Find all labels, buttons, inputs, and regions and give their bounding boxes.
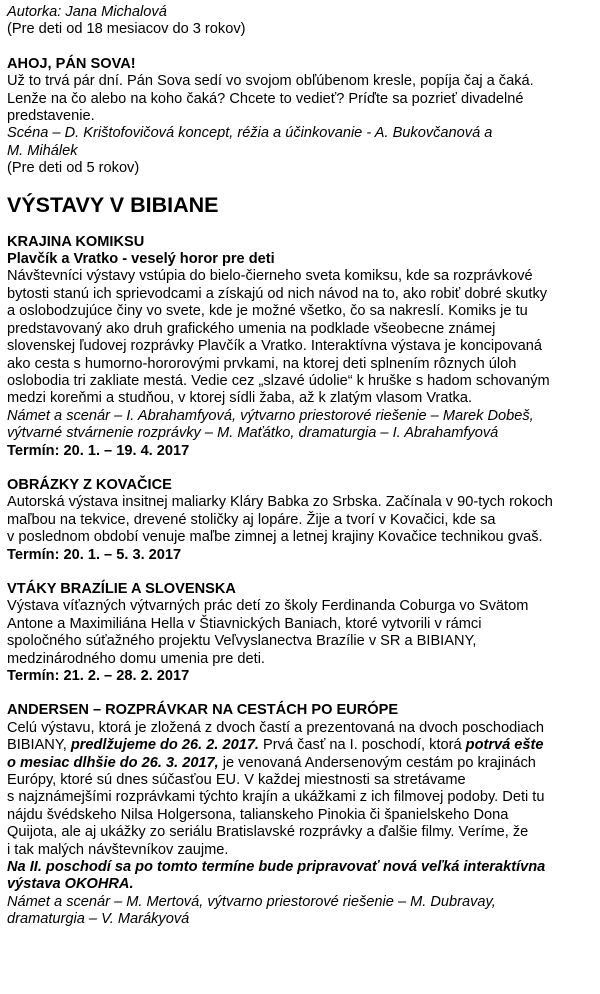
intro-author: Autorka: Jana Michalová — [7, 4, 167, 20]
komiks-credits: Námet a scenár – I. Abrahamfyová, výtvarno priestorové riešenie – Marek Dobeš, — [7, 407, 534, 424]
komiks-title: KRAJINA KOMIKSU — [7, 233, 145, 250]
page-heading: VÝSTAVY V BIBIANE — [7, 192, 219, 217]
andersen-emphasis: predlžujeme do 26. 2. 2017. — [70, 737, 259, 754]
andersen-line: Quijota, ale aj ukážky zo seriálu Bratislavské rozprávky a ďalšie filmy. Veríme, že — [7, 824, 529, 841]
andersen-line — [7, 755, 595, 772]
andersen-credits: dramaturgia – V. Marákyová — [7, 911, 190, 928]
andersen-note: výstava OKOHRA. — [7, 876, 134, 893]
sova-title: AHOJ, PÁN SOVA! — [7, 55, 136, 72]
andersen-title: ANDERSEN – ROZPRÁVKAR NA CESTÁCH PO EURÓPE — [7, 702, 399, 719]
andersen-note: Na II. poschodí sa po tomto termíne bude pripravovať nová veľká interaktívna — [7, 859, 546, 876]
komiks-line: slovenskej ľudovej rozprávky Plavčík a Vratko. Interaktívna výstava je koncipovaná — [7, 338, 543, 355]
andersen-text: je venovaná Andersenovým cestám po krajinách — [218, 754, 536, 771]
intro-age: (Pre deti od 18 mesiacov do 3 rokov) — [7, 21, 246, 38]
sova-line: Už to trvá pár dní. Pán Sova sedí vo svojom obľúbenom kresle, popíja čaj a čaká. — [7, 73, 534, 90]
sova-line: Lenže na čo alebo na koho čaká? Chcete to vedieť? Príďte sa pozrieť divadelné — [7, 90, 524, 107]
vtaky-line: medzinárodného domu umenia pre deti. — [7, 650, 265, 667]
komiks-line: a oslobodzujúce činy vo svete, kde je možné všetko, čo sa nakreslí. Komiks je tu — [7, 303, 528, 320]
komiks-line: ako cesta s humorno-hororovými prvkami, na ktorej deti splnením rôznych úloh — [7, 355, 517, 372]
komiks-line: bytosti stanú ich sprievodcami a získajú od nich návod na to, ako robiť dobré skutky — [7, 285, 548, 302]
andersen-text: BIBIANY, — [7, 737, 71, 754]
andersen-line: Európy, ktoré sú dnes súčasťou EU. V každej miestnosti sa stretávame — [7, 772, 466, 789]
komiks-line: predstavovaný ako druh grafického umenia na podklade všeobecne známej — [7, 320, 496, 337]
komiks-line: oslobodia tri zakliate mestá. Vedie cez „slzavé údolie“ k hruške s hadom schovaným — [7, 372, 550, 389]
komiks-subtitle: Plavčík a Vratko - veselý horor pre deti — [7, 251, 275, 268]
andersen-emphasis: o mesiac dlhšie do 26. 3. 2017, — [7, 754, 219, 771]
kovacice-line: maľbou na tekvice, drevené stoličky aj lopáre. Žije a tvorí v Kovačici, kde sa — [7, 511, 496, 528]
sova-age: (Pre deti od 5 rokov) — [7, 160, 140, 177]
andersen-line: i tak malých návštevníkov zaujme. — [7, 841, 229, 858]
kovacice-line: Autorská výstava insitnej maliarky Kláry Babka zo Srbska. Začínala v 90-tych rokoch — [7, 494, 553, 511]
vtaky-line: Výstava víťazných výtvarných prác detí zo školy Ferdinanda Coburga vo Svätom — [7, 598, 529, 615]
kovacice-title: OBRÁZKY Z KOVAČICE — [7, 476, 172, 493]
vtaky-line: spoločného súťažného projektu Veľvyslanectva Brazílie v SR a BIBIANY, — [7, 633, 477, 650]
kovacice-term: Termín: 20. 1. – 5. 3. 2017 — [7, 546, 182, 563]
vtaky-term: Termín: 21. 2. – 28. 2. 2017 — [7, 668, 190, 684]
sova-credits: M. Mihálek — [7, 142, 78, 159]
vtaky-line: Antone a Maximiliána Hella v Štiavnických Baniach, ktoré vytvorili v rámci — [7, 615, 482, 632]
andersen-text: Prvá časť na I. poschodí, ktorá — [259, 737, 466, 754]
andersen-line: nájdu švédskeho Nilsa Holgersona, talianskeho Pinokia či španielskeho Dona — [7, 806, 509, 823]
komiks-credits: výtvarné stvárnenie rozprávky – M. Maťátko, dramaturgia – I. Abrahamfyová — [7, 425, 499, 442]
andersen-credits: Námet a scenár – M. Mertová, výtvarno priestorové riešenie – M. Dubravay, — [7, 893, 496, 910]
vtaky-title: VTÁKY BRAZÍLIE A SLOVENSKA — [7, 580, 236, 597]
komiks-line: Návštevníci výstavy vstúpia do bielo-čierneho sveta komiksu, kde sa rozprávkové — [7, 268, 533, 285]
andersen-line: s najznámejšími rozprávkami týchto krajín a ukážkami z ich filmovej podoby. Deti tu — [7, 789, 545, 806]
komiks-term: Termín: 20. 1. – 19. 4. 2017 — [7, 442, 190, 459]
andersen-line — [7, 737, 595, 754]
kovacice-line: v poslednom období venuje maľbe zimnej a letnej krajiny Kovačice technikou gvaš. — [7, 529, 543, 546]
sova-line: predstavenie. — [7, 108, 95, 125]
andersen-line: Celú výstavu, ktorá je zložená z dvoch častí a prezentovaná na dvoch poschodiach — [7, 719, 545, 736]
komiks-line: medzi koreňmi a studňou, v ktorej sídli žaba, až k zlatým vlasom Vratka. — [7, 390, 473, 407]
sova-credits: Scéna – D. Krištofovičová koncept, réžia a účinkovanie - A. Bukovčanová a — [7, 125, 493, 142]
andersen-emphasis: potrvá ešte — [465, 737, 544, 754]
